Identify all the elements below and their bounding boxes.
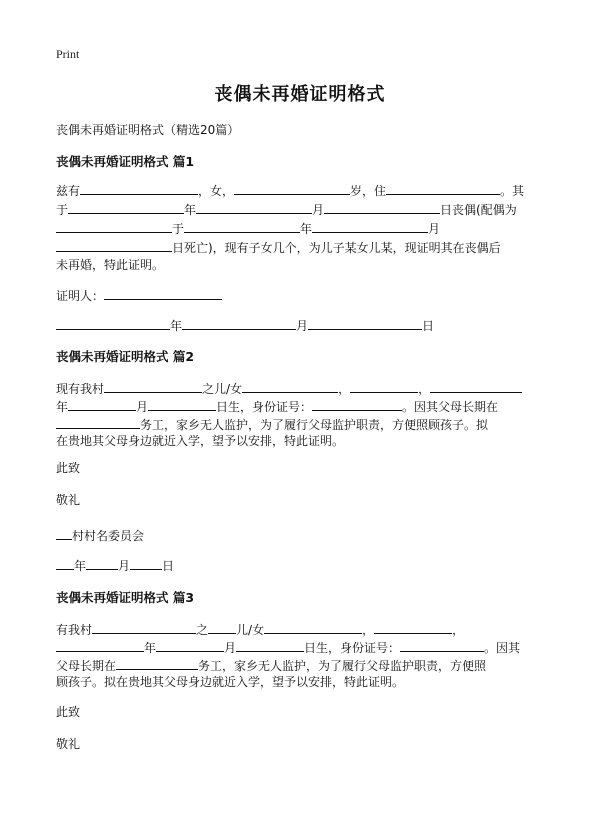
blank-month[interactable] (182, 316, 296, 330)
blank-month[interactable] (312, 219, 428, 233)
s3-jing-li: 敬礼 (56, 737, 81, 751)
text-fragment: 年 (144, 641, 157, 655)
text-fragment: 月 (136, 400, 149, 414)
text-fragment: 于 (56, 203, 69, 217)
text-fragment: 于 (172, 222, 185, 236)
blank-day[interactable] (56, 238, 172, 252)
text-fragment: 现有我村 (56, 382, 105, 396)
section-heading-2: 丧偶未再婚证明格式 篇2 (56, 349, 195, 364)
blank-year[interactable] (68, 200, 184, 214)
s2-line-3 (56, 415, 488, 433)
text-fragment: ， (418, 382, 431, 396)
s2-line-4: 在贵地其父母身边就近入学，望予以安排，特此证明。 (56, 434, 345, 448)
text-fragment: 儿/女 (236, 623, 265, 637)
blank-id-number[interactable] (400, 638, 484, 652)
text-fragment: 日生，身份证号： (216, 400, 313, 414)
s3-ci-zhi: 此致 (56, 705, 81, 719)
text-fragment: 年 (56, 400, 69, 414)
blank-id-number[interactable] (312, 397, 402, 411)
s1-line-1 (56, 181, 524, 199)
blank-year[interactable] (56, 556, 74, 570)
subtitle: 丧偶未再婚证明格式（精选20篇） (56, 123, 240, 137)
blank-day[interactable] (236, 638, 304, 652)
blank-child[interactable] (264, 620, 362, 634)
text-fragment: 日死亡)，现有子女几个，为儿子某女儿某，现证明其在丧偶后 (172, 241, 501, 255)
text-fragment: 父母长期在 (56, 659, 117, 673)
text-fragment: ， (338, 382, 351, 396)
s3-line-4: 顾孩子。拟在贵地其父母身边就近入学，望予以安排，特此证明。 (56, 675, 405, 689)
text-fragment: ，女， (198, 184, 235, 198)
blank-field[interactable] (208, 620, 236, 634)
s2-committee-line (56, 526, 144, 544)
text-fragment: 年 (170, 319, 183, 333)
text-fragment: 。因其父母长期在 (402, 400, 499, 414)
text-fragment: 。因其 (484, 641, 521, 655)
text-fragment: 。其 (500, 184, 525, 198)
blank-field[interactable] (374, 620, 452, 634)
text-fragment: ， (362, 623, 375, 637)
s1-line-5: 未再婚，特此证明。 (56, 258, 165, 272)
blank-day[interactable] (130, 556, 162, 570)
blank-field[interactable] (430, 379, 522, 393)
print-label: Print (56, 47, 80, 61)
text-fragment: 月 (296, 319, 309, 333)
text-fragment: 证明人： (56, 289, 105, 303)
text-fragment: 有我村 (56, 623, 93, 637)
text-fragment: 之儿/女 (202, 382, 243, 396)
blank-day[interactable] (324, 200, 440, 214)
text-fragment: 日 (422, 319, 435, 333)
s2-date-line (56, 556, 174, 574)
blank-age[interactable] (234, 181, 350, 195)
s2-jing-li: 敬礼 (56, 493, 81, 507)
s1-line-3 (56, 219, 440, 237)
blank-witness[interactable] (104, 286, 222, 300)
blank-day[interactable] (308, 316, 422, 330)
s3-line-3 (56, 656, 486, 674)
blank-field[interactable] (350, 379, 418, 393)
blank-address[interactable] (386, 181, 500, 195)
page-title: 丧偶未再婚证明格式 (214, 84, 386, 105)
text-fragment: 务工，家乡无人监护，为了履行父母监护职责，方便照 (198, 659, 487, 673)
text-fragment: 务工，家乡无人监护，为了履行父母监护职责，方便照顾孩子。拟 (140, 418, 489, 432)
text-fragment: 日丧偶(配偶为 (440, 203, 517, 217)
s1-line-2 (56, 200, 517, 218)
text-fragment: 兹有 (56, 184, 81, 198)
s2-line-2 (56, 397, 498, 415)
blank-month[interactable] (196, 200, 312, 214)
text-fragment: 月 (118, 559, 131, 573)
text-fragment: 日生，身份证号： (304, 641, 401, 655)
text-fragment: 年 (300, 222, 313, 236)
blank-child[interactable] (242, 379, 338, 393)
section-heading-1: 丧偶未再婚证明格式 篇1 (56, 154, 195, 169)
text-fragment: 月 (224, 641, 237, 655)
blank-name[interactable] (104, 379, 202, 393)
text-fragment: 村村名委员会 (72, 529, 145, 543)
blank-spouse[interactable] (56, 219, 172, 233)
blank-workplace[interactable] (56, 415, 140, 429)
s1-date-line (56, 316, 434, 334)
blank-day[interactable] (148, 397, 216, 411)
text-fragment: 岁，住 (350, 184, 387, 198)
s3-line-2 (56, 638, 520, 656)
blank-month[interactable] (68, 397, 136, 411)
text-fragment: 月 (428, 222, 441, 236)
blank-name[interactable] (92, 620, 196, 634)
text-fragment: 年 (184, 203, 197, 217)
s1-line-4 (56, 238, 501, 256)
text-fragment: 日 (162, 559, 175, 573)
blank-month[interactable] (86, 556, 118, 570)
blank-village[interactable] (56, 526, 72, 540)
blank-year[interactable] (56, 316, 170, 330)
s2-ci-zhi: 此致 (56, 461, 81, 475)
blank-name[interactable] (80, 181, 198, 195)
text-fragment: 之 (196, 623, 209, 637)
section-heading-3: 丧偶未再婚证明格式 篇3 (56, 590, 195, 605)
blank-month[interactable] (156, 638, 224, 652)
text-fragment: 月 (312, 203, 325, 217)
blank-year[interactable] (184, 219, 300, 233)
s1-witness-line (56, 286, 222, 304)
s3-line-1 (56, 620, 464, 638)
text-fragment: 年 (74, 559, 87, 573)
blank-workplace[interactable] (116, 656, 198, 670)
text-fragment: ， (452, 623, 465, 637)
blank-year[interactable] (56, 638, 144, 652)
s2-line-1 (56, 379, 522, 397)
